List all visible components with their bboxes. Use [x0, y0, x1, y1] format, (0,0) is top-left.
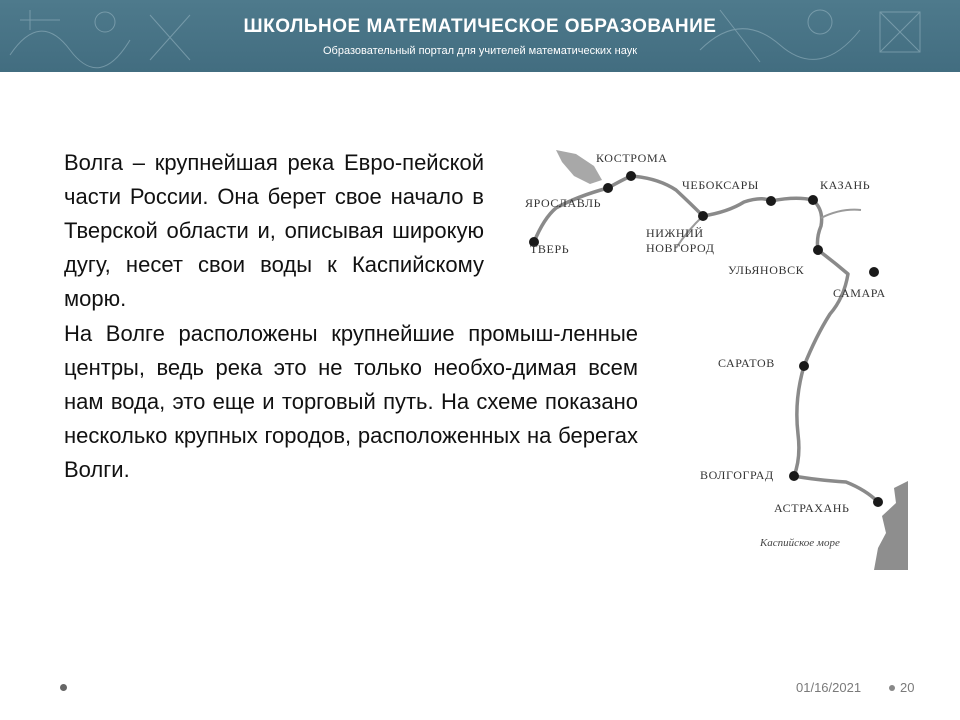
city-label-kostroma: КОСТРОМА — [596, 151, 668, 165]
city-label-nizhny-line1: НИЖНИЙ — [646, 226, 704, 240]
city-label-samara: САМАРА — [833, 286, 886, 300]
header-banner — [0, 0, 960, 72]
volga-map — [516, 138, 916, 578]
city-marker-cheboksary — [766, 196, 776, 206]
page-number: 20 — [900, 680, 915, 695]
body-paragraph: На Волге расположены крупнейшие промыш-ленные центры, ведь река это не только необхо-димая всем нам вода, это еще и торговый путь. На схеме показано несколько крупных городов, расположенных на берегах Волги. — [64, 321, 638, 482]
volga-river — [534, 176, 878, 502]
city-marker-kazan — [808, 195, 818, 205]
city-marker-yaroslavl — [603, 183, 613, 193]
city-label-volgograd: ВОЛГОГРАД — [700, 468, 774, 482]
header-subtitle: Образовательный портал для учителей математических наук — [322, 45, 638, 57]
city-label-cheboksary: ЧЕБОКСАРЫ — [682, 178, 759, 192]
intro-paragraph: Волга – крупнейшая река Евро-пейской части России. Она берет свое начало в Тверской области и, описывая широкую дугу, несет свои воды к Каспийскому морю. — [64, 150, 484, 311]
caspian-sea-shape — [874, 481, 908, 570]
footer-separator — [889, 685, 895, 691]
city-marker-ulyanovsk — [813, 245, 823, 255]
sea-label: Каспийское море — [760, 537, 840, 549]
city-marker-nizhny-novgorod — [698, 211, 708, 221]
city-marker-astrakhan — [873, 497, 883, 507]
footer-date: 01/16/2021 — [796, 680, 862, 695]
city-label-saratov: САРАТОВ — [718, 356, 775, 370]
city-marker-kostroma — [626, 171, 636, 181]
city-marker-volgograd — [789, 471, 799, 481]
city-label-tver: ТВЕРЬ — [530, 242, 570, 256]
city-label-ulyanovsk: УЛЬЯНОВСК — [728, 263, 805, 277]
city-label-astrakhan: АСТРАХАНЬ — [774, 501, 850, 515]
header-title: ШКОЛЬНОЕ МАТЕМАТИЧЕСКОЕ ОБРАЗОВАНИЕ — [243, 16, 717, 37]
city-label-nizhny-line2: НОВГОРОД — [646, 241, 715, 255]
city-label-yaroslavl: ЯРОСЛАВЛЬ — [525, 196, 602, 210]
footer-bullet — [60, 684, 67, 691]
city-marker-samara — [869, 267, 879, 277]
kama-river — [821, 210, 861, 218]
city-label-kazan: КАЗАНЬ — [820, 178, 871, 192]
city-marker-saratov — [799, 361, 809, 371]
